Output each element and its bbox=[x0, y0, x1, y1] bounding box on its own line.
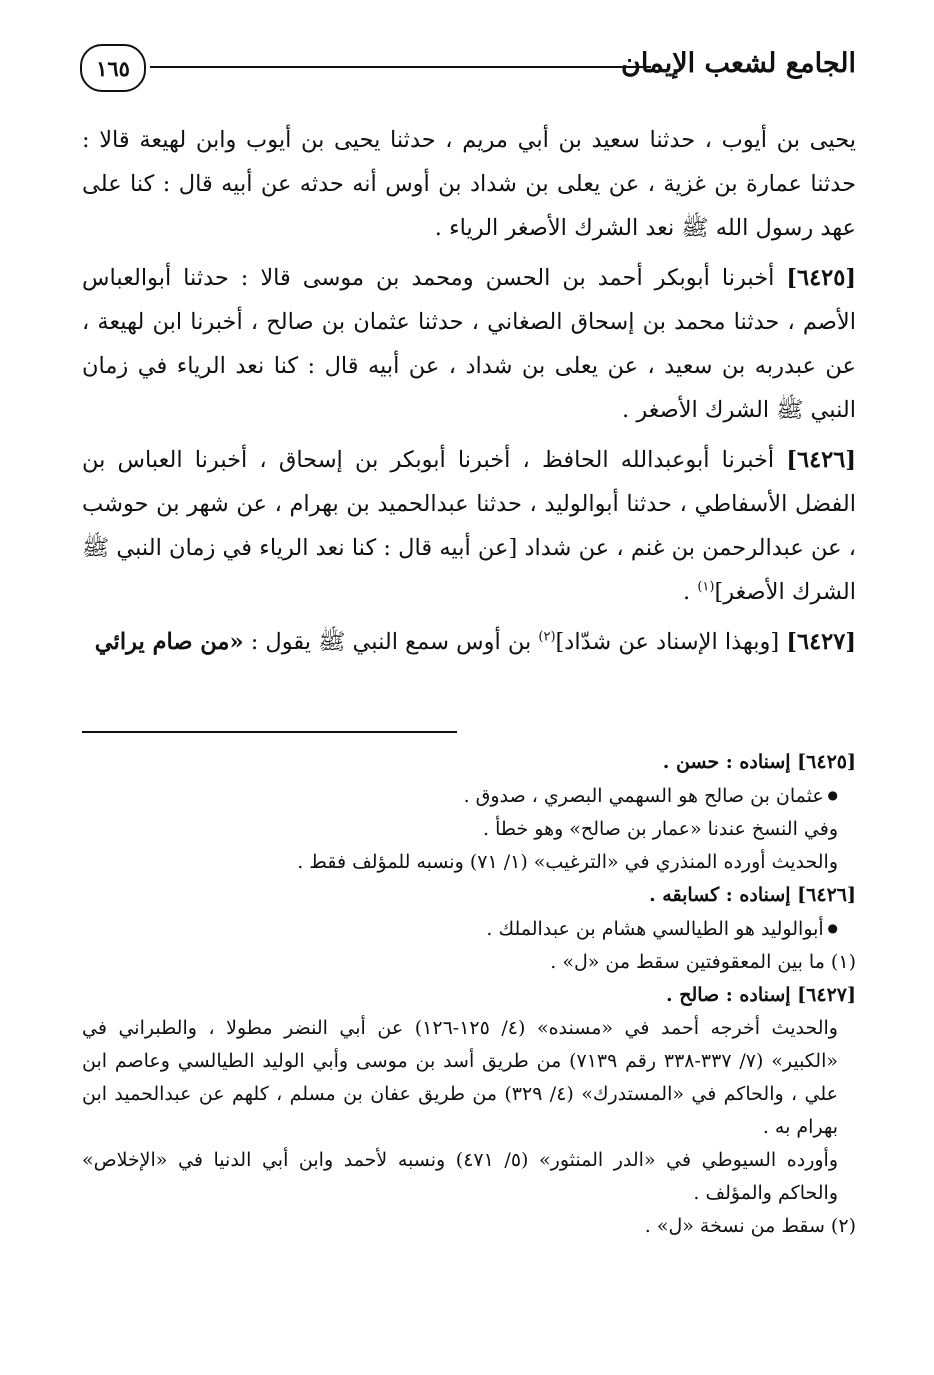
footnote-heading: [٦٤٢٥] إسناده : حسن . bbox=[662, 751, 856, 773]
footnote-line: (٢) سقط من نسخة «ل» . bbox=[644, 1215, 856, 1237]
footnote-line: وفي النسخ عندنا «عمار بن صالح» وهو خطأ . bbox=[483, 818, 838, 840]
header-rule bbox=[150, 66, 651, 68]
footnote-ref: (١) bbox=[697, 579, 715, 595]
footnote-line: ● عثمان بن صالح هو السهمي البصري ، صدوق . bbox=[82, 779, 856, 813]
hadith-6427 bbox=[82, 620, 856, 664]
hadith-text: أخبرنا أبوعبدالله الحافظ ، أخبرنا أبوبكر بن إسحاق ، أخبرنا العباس بن الفضل الأسفاطي ، حدثنا أبوالوليد ، حدثنا عبدالحميد بن بهرام ، عن شهر بن حوشب ، عن عبدالرحمن بن غنم ، عن شداد [عن أبيه قال : كنا نعد الرياء في زمان النبي ﷺ الشرك الأصغر] bbox=[82, 447, 856, 605]
main-text bbox=[82, 118, 856, 670]
footnote-ref: (٢) bbox=[538, 629, 556, 645]
paragraph-continuation bbox=[82, 118, 856, 250]
footnote-line: والحديث أورده المنذري في «الترغيب» (١/ ٧١) ونسبه للمؤلف فقط . bbox=[297, 851, 838, 873]
hadith-number: [٦٤٢٥] bbox=[786, 265, 856, 291]
hadith-number: [٦٤٢٧] bbox=[786, 629, 856, 655]
hadith-text: [وبهذا الإسناد عن شدّاد] bbox=[555, 629, 787, 655]
paragraph-text: يحيى بن أيوب ، حدثنا سعيد بن أبي مريم ، حدثنا يحيى بن أيوب وابن لهيعة قالا : حدثنا عمارة بن غزية ، عن يعلى بن شداد بن أوس أنه حدثه عن أبيه قال : كنا على عهد رسول الله ﷺ نعد الشرك الأصغر الرياء . bbox=[82, 127, 856, 241]
footnote-line: وأورده السيوطي في «الدر المنثور» (٥/ ٤٧١) ونسبه لأحمد وابن أبي الدنيا في «الإخلاص» والحاكم والمؤلف . bbox=[82, 1149, 839, 1204]
hadith-text-cont: بن أوس سمع النبي ﷺ يقول : bbox=[243, 629, 539, 655]
footnote-line: والحديث أخرجه أحمد في «مسنده» (٤/ ١٢٥-١٢٦) عن أبي النضر مطولا ، والطبراني في «الكبير» (٧/ ٣٣٧-٣٣٨ رقم ٧١٣٩) من طريق أسد بن موسى وأبي الوليد الطيالسي وعاصم ابن علي ، والحاكم في «المستدرك» (٤/ ٣٢٩) من طريق عفان بن مسلم ، كلهم عن عبدالحميد ابن بهرام به . bbox=[82, 1017, 838, 1138]
footnote-line: (١) ما بين المعقوفتين سقط من «ل» . bbox=[550, 951, 856, 973]
hadith-quote: «من صام يرائي bbox=[94, 629, 244, 655]
hadith-6426 bbox=[82, 438, 856, 614]
footnotes bbox=[82, 746, 856, 1243]
running-title: الجامع لشعب الإيمان bbox=[621, 48, 856, 79]
footnote-heading: [٦٤٢٦] إسناده : كسابقه . bbox=[649, 884, 856, 906]
hadith-text-end: . bbox=[683, 579, 698, 605]
footnote-heading: [٦٤٢٧] إسناده : صالح . bbox=[665, 984, 856, 1006]
page-number: ١٦٥ bbox=[80, 44, 146, 92]
hadith-6425 bbox=[82, 256, 856, 432]
footnote-line: ● أبوالوليد هو الطيالسي هشام بن عبدالملك . bbox=[82, 912, 856, 946]
page-header bbox=[80, 42, 856, 102]
hadith-text: أخبرنا أبوبكر أحمد بن الحسن ومحمد بن موسى قالا : حدثنا أبوالعباس الأصم ، حدثنا محمد بن إسحاق الصغاني ، حدثنا عثمان بن صالح ، أخبرنا ابن لهيعة ، عن عبدربه بن سعيد ، عن يعلى بن شداد ، عن أبيه قال : كنا نعد الرياء في زمان النبي ﷺ الشرك الأصغر . bbox=[82, 265, 856, 423]
footnote-separator bbox=[82, 731, 457, 733]
hadith-number: [٦٤٢٦] bbox=[786, 447, 856, 473]
